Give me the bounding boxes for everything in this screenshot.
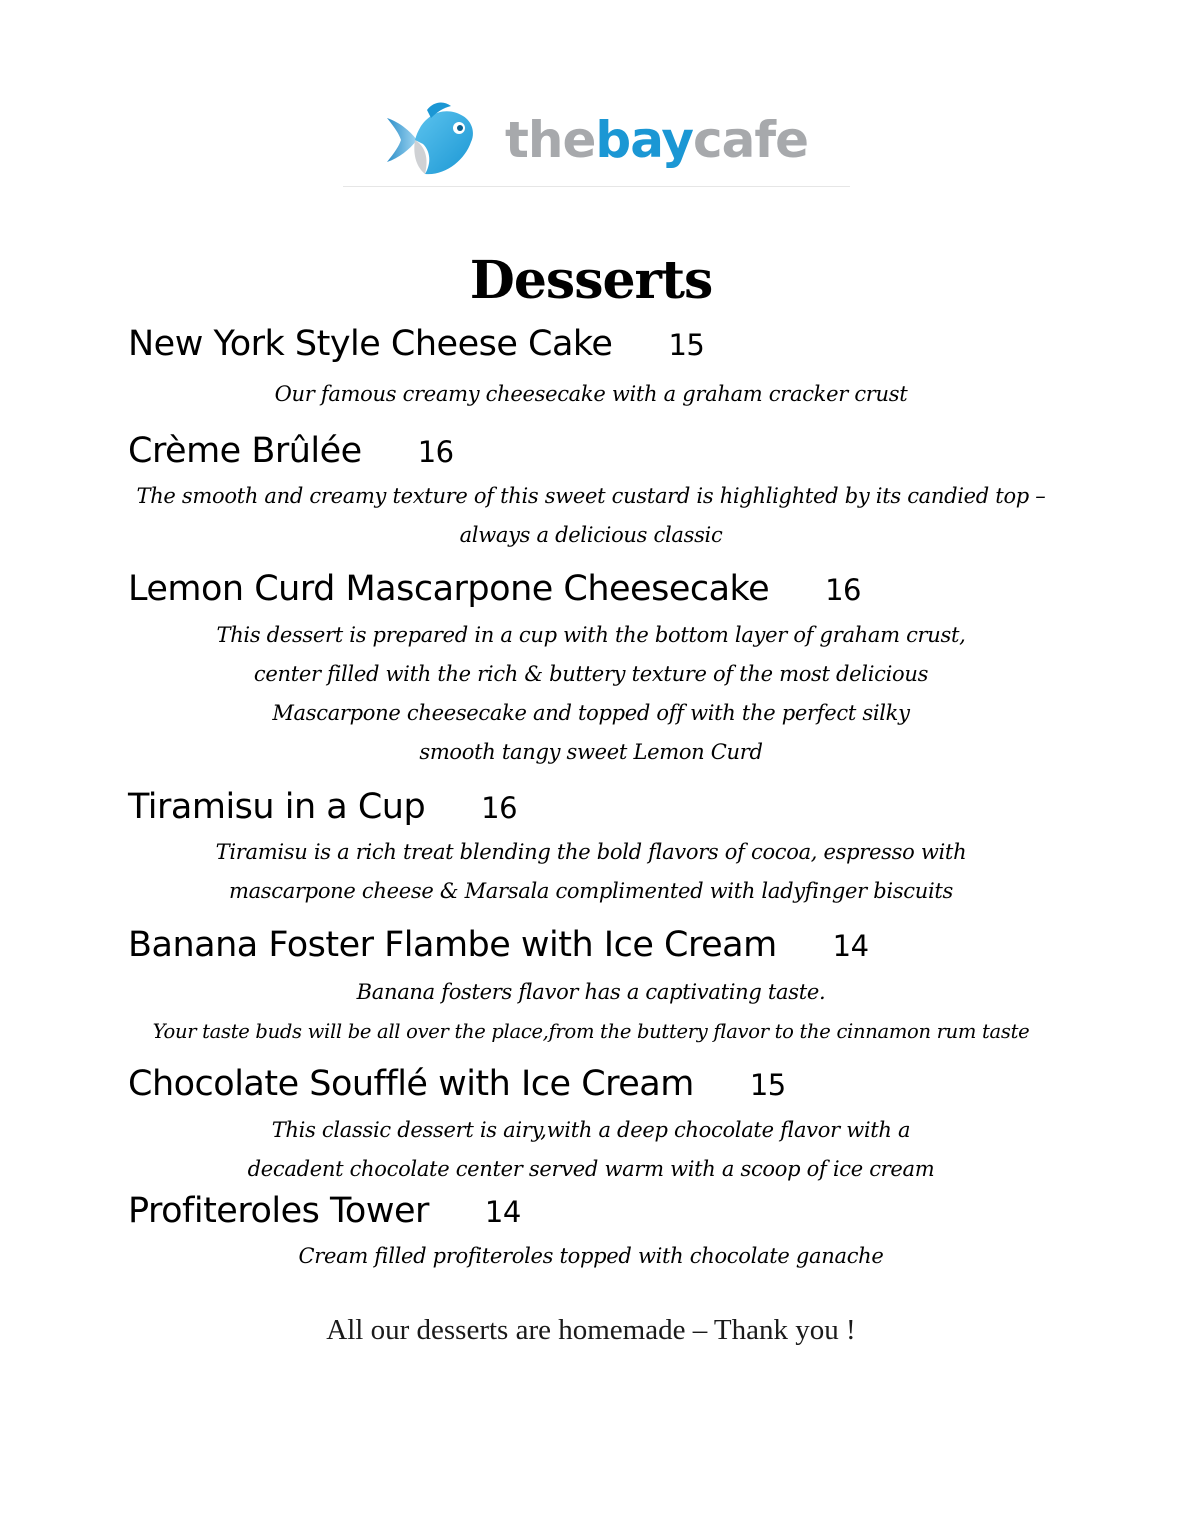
menu-item-description bbox=[0, 477, 1182, 555]
description-line: This dessert is prepared in a cup with the bottom layer of graham crust, bbox=[216, 623, 966, 647]
menu-item-heading bbox=[128, 924, 869, 966]
header-divider bbox=[343, 186, 850, 187]
menu-item-price: 14 bbox=[484, 1195, 521, 1229]
brand-logo bbox=[385, 100, 825, 180]
footer-note: All our desserts are homemade – Thank you ! bbox=[326, 1314, 856, 1346]
fish-icon bbox=[385, 100, 477, 180]
description-line: Your taste buds will be all over the place,from the buttery flavor to the cinnamon rum taste bbox=[152, 1020, 1030, 1043]
description-line: smooth tangy sweet Lemon Curd bbox=[419, 740, 763, 764]
brand-wordmark bbox=[505, 111, 809, 169]
description-line: center filled with the rich & buttery texture of the most delicious bbox=[253, 662, 929, 686]
menu-item-price: 14 bbox=[832, 929, 869, 963]
menu-item-price: 16 bbox=[417, 435, 454, 469]
menu-item-name: Profiteroles Tower bbox=[128, 1191, 429, 1231]
description-line: Mascarpone cheesecake and topped off with the perfect silky bbox=[272, 701, 910, 725]
brand-name-part2: bay bbox=[595, 111, 694, 169]
description-line: decadent chocolate center served warm with a scoop of ice cream bbox=[247, 1157, 935, 1181]
description-line: Banana fosters flavor has a captivating taste. bbox=[356, 980, 826, 1004]
menu-item-price: 16 bbox=[825, 573, 862, 607]
menu-item-name: New York Style Cheese Cake bbox=[128, 324, 613, 364]
description-line: Tiramisu is a rich treat blending the bold flavors of cocoa, espresso with bbox=[215, 840, 967, 864]
menu-item-price: 16 bbox=[481, 791, 518, 825]
menu-item-description bbox=[0, 833, 1182, 911]
menu-item-description bbox=[0, 973, 1182, 1051]
menu-item-name: Crème Brûlée bbox=[128, 431, 362, 471]
description-line: Our famous creamy cheesecake with a graham cracker crust bbox=[274, 382, 908, 406]
menu-item-price: 15 bbox=[749, 1068, 786, 1102]
menu-item-name: Tiramisu in a Cup bbox=[128, 787, 426, 827]
menu-item-heading bbox=[128, 786, 517, 828]
menu-item-heading bbox=[128, 1190, 521, 1232]
menu-item-heading bbox=[128, 568, 861, 610]
menu-item-heading bbox=[128, 430, 454, 472]
description-line: The smooth and creamy texture of this sweet custard is highlighted by its candied top – bbox=[136, 484, 1046, 508]
menu-item-heading bbox=[128, 1063, 786, 1105]
description-line: always a delicious classic bbox=[459, 523, 723, 547]
menu-item-name: Banana Foster Flambe with Ice Cream bbox=[128, 925, 777, 965]
brand-name-part3: cafe bbox=[693, 111, 809, 169]
menu-title: Desserts bbox=[469, 250, 713, 311]
description-line: mascarpone cheese & Marsala complimented with ladyfinger biscuits bbox=[228, 879, 954, 903]
brand-name-part1: the bbox=[505, 111, 596, 169]
menu-item-price: 15 bbox=[668, 328, 705, 362]
menu-item-description bbox=[0, 1111, 1182, 1189]
menu-item-heading bbox=[128, 323, 704, 365]
description-line: This classic dessert is airy,with a deep chocolate flavor with a bbox=[271, 1118, 911, 1142]
menu-item-name: Chocolate Soufflé with Ice Cream bbox=[128, 1064, 694, 1104]
menu-item-description bbox=[0, 1237, 1182, 1276]
menu-item-description bbox=[0, 375, 1182, 414]
menu-item-name: Lemon Curd Mascarpone Cheesecake bbox=[128, 569, 770, 609]
menu-item-description bbox=[0, 616, 1182, 772]
description-line: Cream filled profiteroles topped with chocolate ganache bbox=[298, 1244, 884, 1268]
